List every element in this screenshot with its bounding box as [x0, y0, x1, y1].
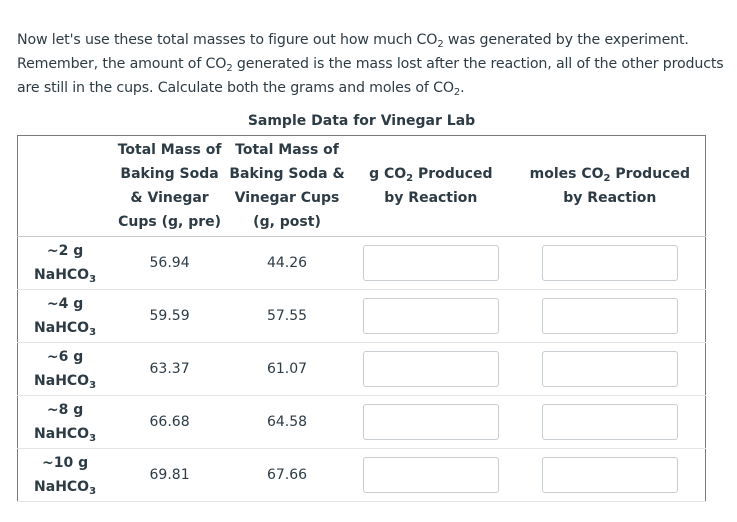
grams-co2-input[interactable] — [363, 298, 499, 334]
row-label — [18, 343, 113, 396]
post-mass-cell: 67.66 — [227, 449, 347, 502]
table-row — [18, 343, 706, 396]
moles-answer-cell — [515, 396, 706, 449]
post-mass-cell: 44.26 — [227, 237, 347, 290]
grams-co2-input[interactable] — [363, 404, 499, 440]
intro-text: are still in the cups. Calculate both the grams and moles of CO — [17, 80, 454, 96]
pre-mass-cell: 63.37 — [112, 343, 227, 396]
vinegar-data-table — [17, 135, 706, 502]
row-amount: ~4 g — [46, 296, 84, 312]
row-amount: ~8 g — [46, 402, 84, 418]
header-moles-text: Produced by Reaction — [563, 166, 690, 206]
post-mass-cell: 57.55 — [227, 290, 347, 343]
grams-answer-cell — [347, 396, 515, 449]
header-moles-co2 — [515, 136, 706, 237]
header-empty — [18, 136, 113, 237]
row-label — [18, 237, 113, 290]
row-formula: NaHCO — [34, 267, 90, 283]
subscript: 2 — [437, 39, 444, 50]
row-formula: NaHCO — [34, 373, 90, 389]
grams-co2-input[interactable] — [363, 245, 499, 281]
pre-mass-cell: 69.81 — [112, 449, 227, 502]
row-label — [18, 290, 113, 343]
grams-answer-cell — [347, 290, 515, 343]
grams-answer-cell — [347, 343, 515, 396]
moles-answer-cell — [515, 449, 706, 502]
header-grams-text: g CO — [369, 166, 407, 182]
header-post-mass — [227, 136, 347, 237]
post-mass-cell: 64.58 — [227, 396, 347, 449]
row-formula: NaHCO — [34, 320, 90, 336]
subscript: 3 — [89, 380, 97, 391]
moles-co2-input[interactable] — [542, 457, 678, 493]
row-amount: ~6 g — [46, 349, 84, 365]
row-formula: NaHCO — [34, 426, 90, 442]
grams-answer-cell — [347, 449, 515, 502]
row-amount: ~2 g — [46, 243, 84, 259]
row-amount: ~10 g — [41, 455, 89, 471]
moles-answer-cell — [515, 343, 706, 396]
subscript: 2 — [226, 63, 233, 74]
intro-text: Remember, the amount of CO — [17, 56, 227, 72]
subscript: 3 — [89, 327, 97, 338]
subscript: 3 — [89, 274, 97, 285]
moles-co2-input[interactable] — [542, 298, 678, 334]
subscript: 2 — [453, 87, 461, 98]
header-grams-co2 — [347, 136, 515, 237]
header-grams-text: Produced by Reaction — [384, 166, 493, 206]
row-formula: NaHCO — [34, 479, 90, 495]
grams-co2-input[interactable] — [363, 457, 499, 493]
post-mass-cell: 61.07 — [227, 343, 347, 396]
table-row — [18, 237, 706, 290]
row-label — [18, 396, 113, 449]
table-row — [18, 449, 706, 502]
moles-answer-cell — [515, 237, 706, 290]
moles-co2-input[interactable] — [542, 351, 678, 387]
pre-mass-cell: 56.94 — [112, 237, 227, 290]
moles-co2-input[interactable] — [542, 245, 678, 281]
intro-text: Now let's use these total masses to figure out how much CO — [17, 32, 438, 48]
header-post-label: Total Mass of Baking Soda & Vinegar Cups (g, post) — [229, 142, 345, 230]
table-row — [18, 290, 706, 343]
row-label — [18, 449, 113, 502]
intro-text: was generated by the experiment. — [443, 32, 689, 48]
header-pre-mass — [112, 136, 227, 237]
header-pre-label: Total Mass of Baking Soda & Vinegar Cups (g, pre) — [117, 142, 222, 230]
instructions-paragraph — [17, 28, 729, 100]
subscript: 3 — [89, 486, 97, 497]
table-caption: Sample Data for Vinegar Lab — [247, 113, 476, 129]
pre-mass-cell: 66.68 — [112, 396, 227, 449]
intro-text: . — [460, 80, 465, 96]
intro-text: generated is the mass lost after the reaction, all of the other products — [232, 56, 724, 72]
grams-answer-cell — [347, 237, 515, 290]
moles-answer-cell — [515, 290, 706, 343]
subscript: 3 — [89, 433, 97, 444]
grams-co2-input[interactable] — [363, 351, 499, 387]
subscript: 2 — [603, 173, 611, 184]
moles-co2-input[interactable] — [542, 404, 678, 440]
subscript: 2 — [406, 173, 414, 184]
header-moles-text: moles CO — [529, 166, 604, 182]
header-row — [18, 136, 706, 237]
pre-mass-cell: 59.59 — [112, 290, 227, 343]
table-row — [18, 396, 706, 449]
